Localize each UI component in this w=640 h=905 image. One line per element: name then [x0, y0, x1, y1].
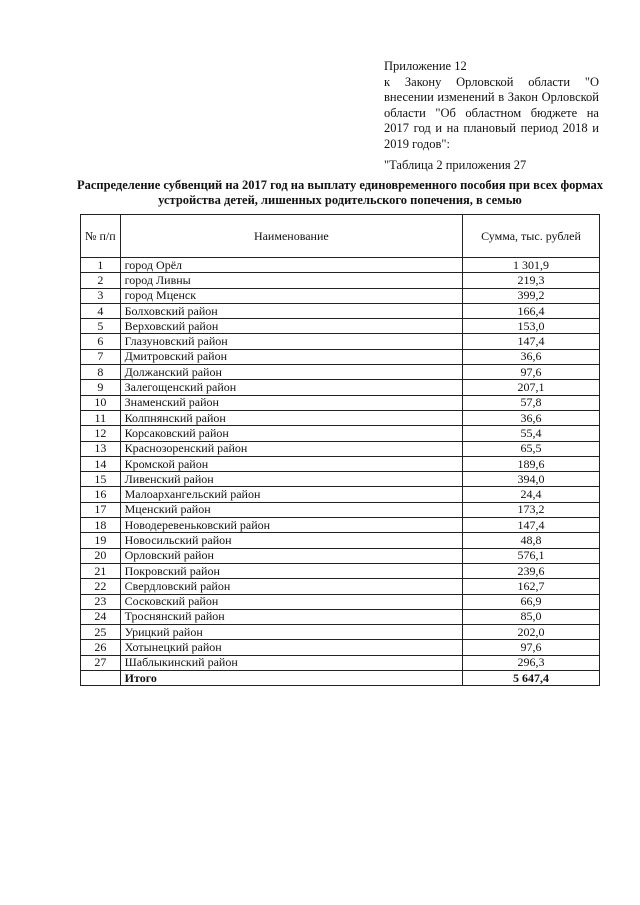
row-number: 9: [81, 380, 121, 395]
table-row: [81, 625, 600, 640]
row-sum: 147,4: [463, 518, 600, 533]
table-row: [81, 533, 600, 548]
row-name: Болховский район: [120, 303, 462, 318]
row-name: Свердловский район: [120, 579, 462, 594]
row-sum: 65,5: [463, 441, 600, 456]
table-row: [81, 594, 600, 609]
row-sum: 394,0: [463, 472, 600, 487]
row-number: 25: [81, 625, 121, 640]
header-number: № п/п: [81, 215, 121, 258]
table-row: [81, 563, 600, 578]
row-number: 3: [81, 288, 121, 303]
table-row: [81, 487, 600, 502]
table-row: [81, 319, 600, 334]
row-name: город Орёл: [120, 258, 462, 273]
row-number: 21: [81, 563, 121, 578]
row-sum: 219,3: [463, 273, 600, 288]
row-name: Верховский район: [120, 319, 462, 334]
row-sum: 147,4: [463, 334, 600, 349]
row-name: Кромской район: [120, 456, 462, 471]
row-number: 7: [81, 349, 121, 364]
row-sum: 162,7: [463, 579, 600, 594]
row-sum: 576,1: [463, 548, 600, 563]
row-number: 1: [81, 258, 121, 273]
row-name: Малоархангельский район: [120, 487, 462, 502]
header-sum: Сумма, тыс. рублей: [463, 215, 600, 258]
table-row: [81, 502, 600, 517]
header-name: Наименование: [120, 215, 462, 258]
row-name: Глазуновский район: [120, 334, 462, 349]
row-name: город Мценск: [120, 288, 462, 303]
table-row: [81, 410, 600, 425]
table-row: [81, 303, 600, 318]
table-row: [81, 655, 600, 670]
table-row: [81, 288, 600, 303]
appendix-table-reference: "Таблица 2 приложения 27: [384, 158, 527, 172]
row-sum: 1 301,9: [463, 258, 600, 273]
row-number: 5: [81, 319, 121, 334]
row-sum: 36,6: [463, 349, 600, 364]
row-number: 23: [81, 594, 121, 609]
row-name: Должанский район: [120, 365, 462, 380]
table-row: [81, 258, 600, 273]
table-row: [81, 349, 600, 364]
subvention-table: [80, 214, 600, 686]
row-name: Троснянский район: [120, 609, 462, 624]
row-number: 4: [81, 303, 121, 318]
total-row: [81, 671, 600, 686]
row-name: город Ливны: [120, 273, 462, 288]
total-sum: 5 647,4: [463, 671, 600, 686]
row-name: Ливенский район: [120, 472, 462, 487]
row-sum: 36,6: [463, 410, 600, 425]
appendix-number: Приложение 12: [384, 59, 467, 73]
table-row: [81, 472, 600, 487]
row-number: 17: [81, 502, 121, 517]
table-row: [81, 579, 600, 594]
row-number: 16: [81, 487, 121, 502]
appendix-reference-text: к Закону Орловской области "О внесении изменений в Закон Орловской области "Об областном бюджете на 2017 год и на плановый период 2018 и 2019 годов":: [384, 74, 599, 151]
table-row: [81, 273, 600, 288]
table-row: [81, 609, 600, 624]
row-sum: 153,0: [463, 319, 600, 334]
row-name: Знаменский район: [120, 395, 462, 410]
row-sum: 189,6: [463, 456, 600, 471]
table-row: [81, 518, 600, 533]
table-row: [81, 548, 600, 563]
table-row: [81, 426, 600, 441]
row-sum: 296,3: [463, 655, 600, 670]
row-sum: 202,0: [463, 625, 600, 640]
row-number: 6: [81, 334, 121, 349]
row-sum: 48,8: [463, 533, 600, 548]
row-number: 20: [81, 548, 121, 563]
table-row: [81, 365, 600, 380]
row-number: 24: [81, 609, 121, 624]
row-name: Мценский район: [120, 502, 462, 517]
total-number-cell: [81, 671, 121, 686]
document-title: Распределение субвенций на 2017 год на выплату единовременного пособия при всех формах устройства детей, лишенных родительского попечения, в семью: [76, 178, 604, 207]
table-body: [81, 258, 600, 671]
table-row: [81, 380, 600, 395]
row-sum: 399,2: [463, 288, 600, 303]
table-row: [81, 640, 600, 655]
row-name: Залегощенский район: [120, 380, 462, 395]
row-name: Новосильский район: [120, 533, 462, 548]
row-number: 2: [81, 273, 121, 288]
table-row: [81, 441, 600, 456]
row-name: Урицкий район: [120, 625, 462, 640]
total-label: Итого: [120, 671, 462, 686]
table-row: [81, 395, 600, 410]
row-name: Шаблыкинский район: [120, 655, 462, 670]
table-row: [81, 456, 600, 471]
row-sum: 55,4: [463, 426, 600, 441]
row-name: Новодеревеньковский район: [120, 518, 462, 533]
row-number: 12: [81, 426, 121, 441]
row-number: 18: [81, 518, 121, 533]
row-name: Хотынецкий район: [120, 640, 462, 655]
row-number: 27: [81, 655, 121, 670]
row-sum: 66,9: [463, 594, 600, 609]
row-number: 15: [81, 472, 121, 487]
row-number: 22: [81, 579, 121, 594]
table-row: [81, 334, 600, 349]
row-name: Покровский район: [120, 563, 462, 578]
row-sum: 85,0: [463, 609, 600, 624]
table-header-row: [81, 215, 600, 258]
row-name: Орловский район: [120, 548, 462, 563]
row-number: 11: [81, 410, 121, 425]
row-number: 19: [81, 533, 121, 548]
row-number: 8: [81, 365, 121, 380]
row-sum: 24,4: [463, 487, 600, 502]
row-sum: 239,6: [463, 563, 600, 578]
row-sum: 97,6: [463, 640, 600, 655]
row-sum: 57,8: [463, 395, 600, 410]
row-number: 26: [81, 640, 121, 655]
row-sum: 166,4: [463, 303, 600, 318]
row-name: Корсаковский район: [120, 426, 462, 441]
row-name: Сосковский район: [120, 594, 462, 609]
row-name: Дмитровский район: [120, 349, 462, 364]
row-number: 10: [81, 395, 121, 410]
row-number: 13: [81, 441, 121, 456]
row-sum: 173,2: [463, 502, 600, 517]
row-name: Краснозоренский район: [120, 441, 462, 456]
row-sum: 97,6: [463, 365, 600, 380]
row-number: 14: [81, 456, 121, 471]
appendix-block: [384, 59, 599, 174]
row-name: Колпнянский район: [120, 410, 462, 425]
row-sum: 207,1: [463, 380, 600, 395]
